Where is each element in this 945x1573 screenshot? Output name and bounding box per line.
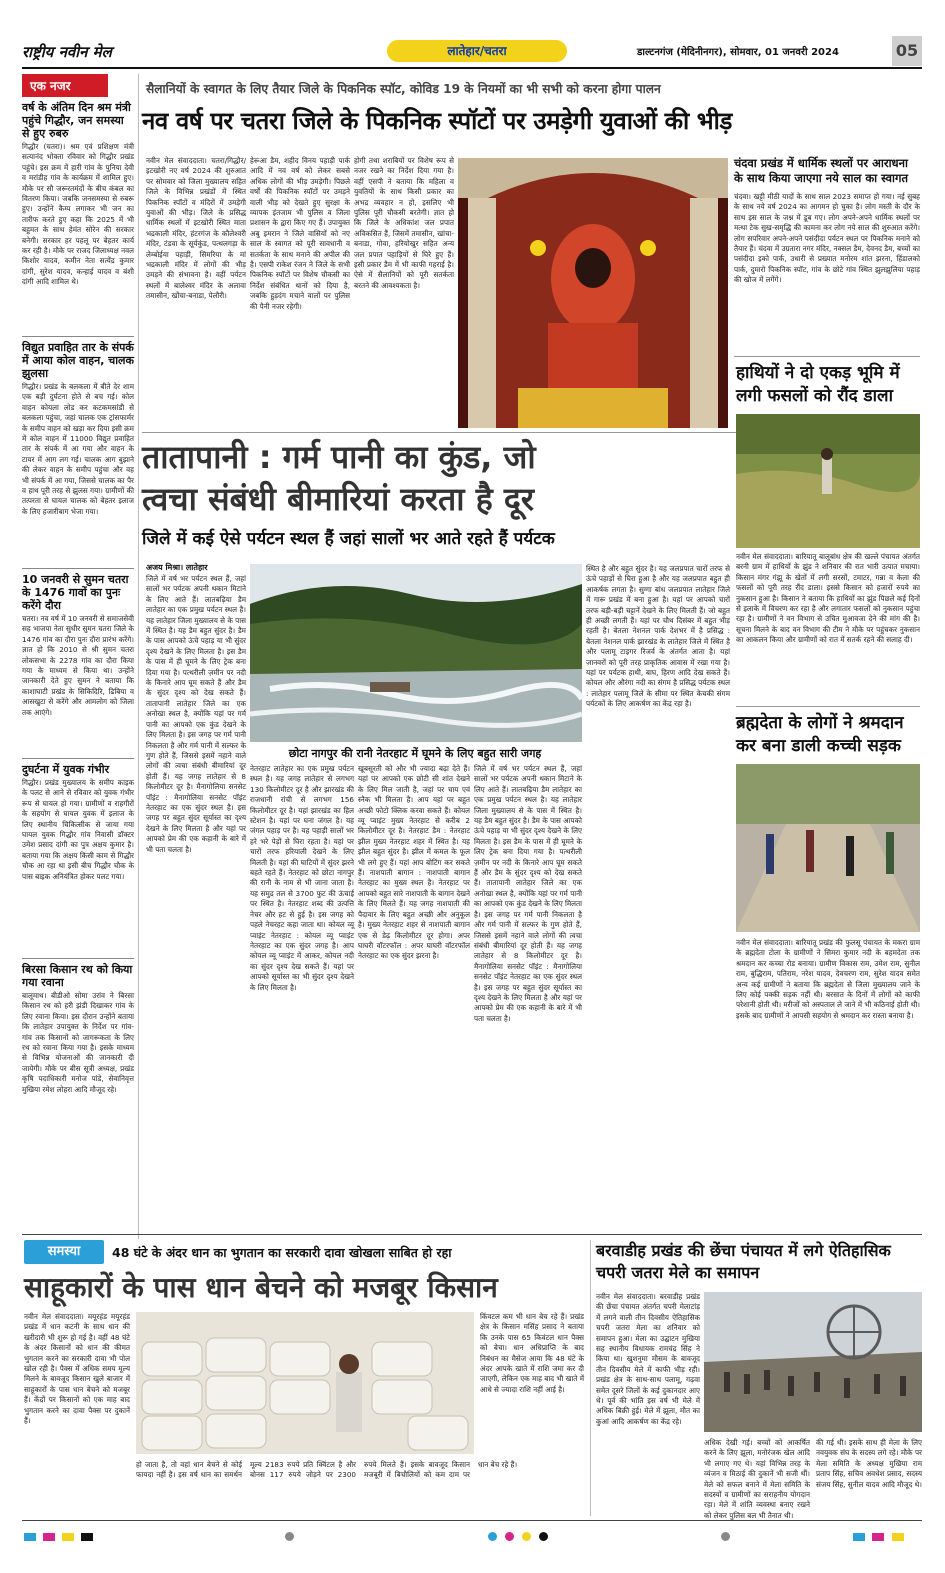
register-dot [488,1532,497,1541]
story1-headline: नव वर्ष पर चतरा जिले के पिकनिक स्पॉटों पर उमड़ेगी युवाओं की भीड़ [142,107,732,135]
story5-column: किंवटल कम भी धान बेच रहे हैं। प्रखंड क्षेत्र के किसान मसिंह प्रसाद ने बताया कि उनके पास 65 किवंटल धान पैक्स को बेचा। धान अधिप्राप्ति के बाद निबंधन का मैसेज आया कि 48 घंटे के अंदर आपके खाते में राशि जमा कर दी जाएगी, लेकिन एक माह बाद भी खाते में आधे से ज्यादा राशि नहीं आई है। [480,1312,584,1394]
crop-field-photo [736,414,920,548]
waterfall-photo [250,564,582,742]
color-swatch [62,1533,74,1541]
waterfall-illustration [250,564,582,742]
story5-column: हो जाता है, तो वहां धान बेचने से कोई फायदा नहीं है। इस वर्ष धान का समर्थन मूल्य 2183 रुपये प्रति क्विंटल है और बोनस 117 रुपये जोड़ने पर 2300 रुपये मिलते हैं। इसके बावजूद किसान मजबूरी में बिचौलियों को कम दाम पर धान बेच रहे हैं। [136,1460,518,1480]
masthead-rule [22,67,922,69]
story2-sub-caption: छोटा नागपुर की रानी नेतरहाट में घूमने के लिए बहुत सारी जगह [288,747,542,760]
story4-body: नवीन मेल संवाददाता। बारियातू प्रखंड की फुलसू पंचायत के मकरा ग्राम के ब्रह्मदेता टोला के ग्रामीणों ने सिमरा कुमार नदी के बहमदेता तक श्रमदान कर कच्चा रोड बनाया। ग्रामीण विकास राम, उमेश राम, सुनील राम, बुद्धिराम, पतिराम, नरेश यादव, देवचरण राम, सुरेश यादव समेत अन्य कई ग्रामीणों ने बताया कि ब्रह्मदेता से जिला मुख्यालय जाने के लिए कोई पक्की सड़क नहीं थी। बरसात के दिनों में लोगों को काफी परेशानी होती थी। मरीजों को अस्पताल ले जाने में भी कठिनाई होती थी। इसके बाद ग्रामीणों ने आपसी सहयोग से श्रमदान कर रास्ता बनाया है। [736,938,920,1020]
story1-side-body: चंदवा। खट्टी मीठी यादों के साथ साल 2023 समाप्त हो गया। नई सुबह के साथ नये वर्ष 2024 का आगमन हो चुका है। लोग मस्ती के दौर के साथ इस साल के जश्न में डूब गए। लोग अपने-अपने धार्मिक स्थलों पर मत्था टेक सुख-समृद्धि की कामना कर लोग नये साल की शुरुआत करेंगे। लोग सपरिवार अपने-अपने पसंदीदा पर्यटन स्थल पर पिकनिक मनाने को तैयार हैं। चंदवा में उग्रतारा नगर मंदिर, नक्सल डैम, देवनद डैम, बच्चों का पसंदीदा इको पार्क, उधारी से प्रख्यात मनोरम शांत झरना, हिंडालको पार्क, दुमारो पिकनिक स्पॉट, गांव के छोटे गांव स्थित झुलझुलिया पहाड़ की खोज में लगेंगे। [734,192,920,285]
fair-illustration [704,1292,922,1432]
sidebar-item [22,341,134,564]
story2-headline-line2: त्वचा संबंधी बीमारियां करता है दूर [142,480,534,518]
color-swatch [43,1533,55,1541]
story2-column: जिले में वर्ष भर पर्यटन स्थल हैं, जहां सालों भर पर्यटक अपनी थकान मिटाने के लिए आते हैं। लातबढ़िया डैम लातेहार का एक प्रमुख पर्यटन स्थल है। यह लातेहार जिला मुख्यालय से के पास में स्थित है। यह डैम बहुत सुंदर है। डैम के पास आपको ऊंचे पहाड़ या भी सुंदर दृश्य देखने के लिए मिलता है। इस डैम के पास में ही घूमने के लिए ट्रेक बना दिया गया है। पत्थरीली ज़मीन पर नदी के किनारे आप घूम सकते हैं और डैम के सुंदर दृश्य को देख सकते हैं। तातापानी लातेहार जिले का एक अनोखा स्थल है, क्योंकि यहां पर गर्म पानी का आपको एक कुंड देखने के लिए मिलता है। इस जगह पर गर्म पानी निकलता है और गर्म पानी में सल्फर के गुण होते हैं, जिससे इसमें नहाने वाले लोगों की त्वचा संबंधी बीमारियां दूर होती हैं। यह जगह लातेहार से 8 किलोमीटर दूर है। मैनागोलिया सनसेट पॉइंट : मैनागोलिया सनसेट पॉइंट नेतरहाट का एक सुंदर स्थल है। इस जगह पर बहुत सुंदर सूर्यास्त का दृश्य देखने के लिए मिलता है और यहां पर आपको प्रेम की एक कहानी के बारे में भी पता चलता है। [146,574,246,854]
story2-column: नेतरहाट लातेहार का एक प्रमुख पर्यटन स्थल है। यह जगह लातेहार से लगभग 130 किलोमीटर दूर है और झारखंड की राजधानी रांची से लगभग 156 किलोमीटर दूर है। यहां झारखंड का हिल स्टेशन है। यहां पर घना जंगल है। यह जंगल पहाड़ पर है। यह पहाड़ी सालों भर हरे भरे पेड़ों से घिरा रहता है। यहां पर चारों तरफ हरियाली देखने के लिए मिलती है। यहां की घाटियों में सुंदर झरने बहते रहते हैं। नेतरहाट को छोटा नागपुर की रानी के नाम से भी जाना जाता है। यह समुद्र तल से 3700 फुट की ऊंचाई पर स्थित है। नेतरहाट शब्द की उत्पत्ति नेचर और हट से हुई है। इस जगह को पहले नेचरहट कहा जाता था। कोयल व्यू प्वाइंट नेतरहाट : कोयल व्यू प्वाइंट नेतरहाट का एक सुंदर जगह है। आप कोयल व्यू प्वाइंट में आकर, कोयल नदी का सुंदर दृश्य देख सकते हैं। यहां पर आपको सूर्यास्त का भी सुंदर दृश्य देखने के लिए मिलता है। [250,764,354,992]
page-number: 05 [892,36,922,66]
register-dot [522,1532,531,1541]
color-swatch [24,1533,36,1541]
story2-column: खूबसूरती को और भी ज्यादा बढ़ा देते हैं। यहां पर आपको एक छोटी सी शांत देखने के लिए मिल जाती है, जहां पर चाय एवं स्नैक भी मिलता है। आप यहां पर बहुत अच्छी फोटो क्लिक करवा सकते हैं। कोयल व्यू प्वाइंट मुख्य नेतरहाट से करीब 2 किलोमीटर दूर है। नेतरहाट डैम : नेतरहाट झील मुख्य नेतरहाट शहर में स्थित है। यह झील बहुत सुंदर है। झील में कमल के फूल भी लगे हुए हैं। यहां आप बोटिंग कर सकते हैं। नाशपाती बागान : नाशपाती बागान नेतरहाट का मुख्य स्थल है। नेतरहाट पर आपको बहुत सारे नाशपाती के बागान देखने के लिए मिलते हैं। यह जगह नाशपाती की पैदावार के लिए बहुत अच्छी और अनुकूल है। मुख्य नेतरहाट शहर से नाशपाती बागान एक से डेढ़ किलोमीटर दूर होगा। अपर घाघरी वॉटरफॉल : अपर घाघरी वॉटरफॉल नेतरहाट का एक सुंदर झरना है। [358,764,470,961]
story1-kicker: सैलानियों के स्वागत के लिए तैयार जिले के पिकनिक स्पॉट, कोविड 19 के नियमों का भी सभी को करना होगा पालन [146,82,661,96]
sidebar-item [22,963,134,1141]
register-dot [539,1532,548,1541]
sidebar-item-body: चतरा। नव वर्ष में 10 जनवरी से समाजसेवी सह भाजपा नेता सुधीर सुमन चतरा जिले के 1476 गांव का दौरा पुनः दौरा प्रारंभ करेंगे। ज्ञात हो कि 2010 से श्री सुमन चतरा लोकसभा के 2278 गांव का दौरा किया गया के माध्यम से किया था। उन्होंने जानकारी देते हुए सुमन ने बताया कि काशाघाटी प्रखंड के सिकिदिरि, ढिबिया व आसखुटा से करेंगे और आमलोग को जिला तक आएंगे। [22,614,134,717]
story3-headline: हाथियों ने दो एकड़ भूमि में लगी फसलों को रौंद डाला [736,363,900,406]
story1-side-headline: चंदवा प्रखंड में धार्मिक स्थलों पर आराधना के साथ किया जाएगा नये साल का स्वागत [734,156,909,185]
register-dot [721,1532,730,1541]
story2-column: जिले में वर्ष भर पर्यटन स्थल हैं, जहां सालों भर पर्यटक अपनी थकान मिटाने के लिए आते हैं। लातबढ़िया डैम लातेहार का एक प्रमुख पर्यटन स्थल है। यह लातेहार जिला मुख्यालय से के पास में स्थित है। यह डैम बहुत सुंदर है। डैम के पास आपको ऊंचे पहाड़ या भी सुंदर दृश्य देखने के लिए मिलता है। इस डैम के पास में ही घूमने के लिए ट्रेक बना दिया गया है। पत्थरीली ज़मीन पर नदी के किनारे आप घूम सकते हैं और डैम के सुंदर दृश्य को देख सकते हैं। तातापानी लातेहार जिले का एक अनोखा स्थल है, क्योंकि यहां पर गर्म पानी का आपको एक कुंड देखने के लिए मिलता है। इस जगह पर गर्म पानी निकलता है और गर्म पानी में सल्फर के गुण होते हैं, जिससे इसमें नहाने वाले लोगों की त्वचा संबंधी बीमारियां दूर होती हैं। यह जगह लातेहार से 8 किलोमीटर दूर है। मैनागोलिया सनसेट पॉइंट : मैनागोलिया सनसेट पॉइंट नेतरहाट का एक सुंदर स्थल है। इस जगह पर बहुत सुंदर सूर्यास्त का दृश्य देखने के लिए मिलता है और यहां पर आपको प्रेम की एक कहानी के बारे में भी पता चलता है। [474,764,582,1023]
sidebar-item-body: गिद्धौर। प्रखंड के बलकला में बीते देर शाम एक बड़ी दुर्घटना होते से बच गई। कोल वाहन कोयला लोड कर कटकमसांडी से बलकला पहुंचा, जहां चालक एक ट्रांसफार्मर के समीप वाहन को खड़ा कर दिया इसी क्रम में कोल वाहन में 11000 विद्युत प्रवाहित तार के संपर्क में आ गया और वाहन के टायर में आग लग गई। चालक आग बुझाने की लेकर वाहन के समीप पहुंचा और वह भी संपर्क में आ गया, जिससे चालक का पैर व हाथ पूरी तरह से झुलस गया। ग्रामीणों की तत्परता से घायल चालक को बेहतर इलाज के लिए हजारीबाग भेजा गया। [22,382,134,516]
problem-label: समस्या [24,1240,104,1264]
paddy-sacks-photo [136,1312,474,1454]
masthead-paper-name: राष्ट्रीय नवीन मेल [22,43,112,61]
sidebar-item-body: बालूमाथ। बीडीओ सोमा उरांव ने बिरसा किसान रथ को हरी झंडी दिखाकर गांव के लिए रवाना किया। इस दौरान उन्होंने बताया कि लातेहार उपायुक्त के निर्देश पर गांव-गांव तक किसानों को जागरूकता के लिए रथ को रवाना किया गया है। इसके माध्यम से विभिन्न योजनाओं की जानकारी दी जायेगी। मौके पर बीस सूत्री अध्यक्ष, प्रखंड कृषि पदाधिकारी मनोज पांडे, सेवानिवृत्त मुखिया रमेश लोहरा आदि मौजूद रहे। [22,991,134,1094]
story3-body: नवीन मेल संवाददाता। बारियातू बालूबांध क्षेत्र की खल्ले पंचायत अंतर्गत बरनी ग्राम में हाथियों के झुंड ने शनिवार की रात भारी उत्पात मचाया। किसान मंगर गंझू के खेतों में लगी सरसों, टमाटर, गन्ना व केला की फसलों को पूरी तरह रौंद डाला। इससे किसान को हजारों रुपये का नुकसान हुआ है। किसान ने बताया कि हाथियों का झुंड पिछले कई दिनों से इलाके में विचरण कर रहा है और लगातार फसलों को नुकसान पहुंचा रहा है। ग्रामीणों ने वन विभाग से उचित मुआवजा देने की मांग की है। सूचना मिलने के बाद वन विभाग की टीम ने मौके पर पहुंचकर नुकसान का आकलन किया और ग्रामीणों को रात में सतर्क रहने की सलाह दी। [736,552,920,645]
sidebar-item-headline: दुघर्टना में युवक गंभीर [22,763,110,776]
story2-byline: अजय मिश्रा। लातेहार [146,563,208,572]
register-dot [505,1532,514,1541]
masthead-dateline: डाल्टनगंज (मेदिनीनगर), सोमवार, 01 जनवरी 2024 [637,47,839,58]
temple-illustration [458,158,728,428]
story6-column: नवीन मेल संवाददाता। बरवाडीह प्रखंड की छेंचा पंचायत अंतर्गत चपरी मेलाटांड़ में लगने वाली तीन दिवसीय ऐतिहासिक चपरी जतरा मेला का शनिवार को समापन हुआ। मेला का उद्घाटन मुखिया सह स्थानीय विधायक रामचंद्र सिंह ने किया था। खुशनुमा मौसम के बावजूद तीन दिवसीय मेले में काफी भीड़ रही। प्रखंड क्षेत्र के साथ-साथ पलामू, गढ़वा समेत दूसरे जिलों के कई दुकानदार आए थे। पूर्व की भांति इस वर्ष भी मेले में अधिक बिक्री हुई। मेले में झूला, मौत का कुआं आदि आकर्षण का केंद्र रहे। [596,1292,700,1426]
sidebar-item-body: गिद्धौर (चतरा)। श्रम एवं प्रशिक्षण मंत्री सत्यानंद भोक्ता रविवार को गिद्धौर प्रखंड पहुंचे। इस क्रम में हारी गांव के पुनिया देवी व मरांडीह गांव के कार्यक्रम में शामिल हुए। मौके पर सौ जरूरतमंदों के बीच कंबल का वितरण किया। जबकि जनसमस्या से रुबरू हुए। उन्होंने कैम्प लगाकर भी जन का तारीफ करते हुए कहा कि 2025 में भी बहुमत के साथ हेमंत सोरेन की सरकार बनेगी। सरकार हर पहलू पर बेहतर कार्य कर रही है। मौके पर राजद जिलाध्यक्ष नवल किशोर यादव, कमीन नेता सत्येंद्र कुमार दांगी, सुरेश यादव, कन्हाई यादव व बंशी दांगी आदि शामिल थे। [22,142,134,287]
sidebar-item-headline: बिरसा किसान रथ को किया गया रवाना [22,963,133,989]
color-swatch [81,1533,93,1541]
sidebar-item [22,101,134,332]
story6-column: अधिक देखी गई। बच्चों को आकर्षित करने के लिए झूला, मनोरंजक खेल आदि भी लगाए गए थे। यहां विभिन्न तरह के व्यंजन व मिठाई की दुकानें भी सजी थीं। मेले को सफल बनाने में मेला समिति के सदस्यों व ग्रामीणों का सराहनीय योगदान रहा। मेले में शांति व्यवस्था बनाए रखने को लेकर पुलिस बल भी तैनात थी। [704,1438,810,1520]
color-swatch [853,1533,865,1541]
story1-column: नवीन मेल संवाददाता। चतरा/गिद्धौर/इटखोरी नए वर्ष 2024 की शुरुआत पर सोमवार को जिला मुख्यालय सहित जिले के विभिन्न प्रखंडों में स्थित पिकनिक स्पॉटों व मंदिरों में उमड़ेगी युवाओं की भीड़। जिले के प्रसिद्ध धार्मिक स्थलों में इटखोरी स्थित माता भद्रकाली मंदिर, हंटरगंज के कौलेश्वरी मंदिर, टंडवा के सूर्यकुंड, पत्थलगड़ा के लेम्बोईया पहाड़ी, सिमरिया के मां भद्रकाली मंदिर में लोगों की भीड़ उमड़ने की संभावना है। वहीं पर्यटन स्थलों में बालेश्वर मंदिर के अलावा तमासीन, खोंचा-बनाडा, पेलौरी। [146,156,246,301]
story2-column: स्थित है और बहुत सुंदर है। यह जलप्रपात चारों तरफ से ऊंचे पहाड़ों से घिरा हुआ है और यह जलप्रपात बहुत ही आकर्षक लगता है। सुग्गा बांध जलप्रपात लातेहार जिले में गारू प्रखंड में बना हुआ है। यहां पर आपको चारों तरफ बड़ी-बड़ी चट्टानें देखने के लिए मिलती हैं। जो बहुत ही अच्छी लगती हैं। यहां पर चौथ दिसंबर में बहुत भीड़ रहती है। बेतला नेशनल पार्क देशभर में है प्रसिद्ध : बेतला नेशनल पार्क झारखंड के लातेहार जिले में स्थित है और पलामू टाइगर रिजर्व के अंतर्गत आता है। यहां जानवरों को पूरी तरह प्राकृतिक आवास में रखा गया है। यहां पर पर्यटक हाथी, बाघ, हिरण आदि देख सकते हैं। कोयल और औरंगा नदी का संगम है प्रसिद्ध पर्यटक स्थल : लातेहार पलामू जिले के सीमा पर स्थित केचकी संगम पर्यटकों के लिए आकर्षण का केंद्र रहा है। [586,564,730,709]
story2-headline [142,436,732,520]
story4-headline: ब्रह्मदेता के लोगों ने श्रमदान कर बना डाली कच्ची सड़क [736,713,904,756]
color-swatch [892,1533,904,1541]
story5-kicker: 48 घंटे के अंदर धान का भुगतान का सरकारी दावा खोखला साबित हो रहा [112,1245,452,1260]
road-illustration [736,764,920,932]
field-illustration [736,414,920,548]
masthead [22,36,922,70]
story6-column: की गई थी। इसके साथ ही मेला के लिए नवयुवक संघ के सदस्य लगे रहे। मौके पर मेला समिति के अध्यक्ष मुखिया राम प्रताप सिंह, सचिव अवधेश प्रसाद, सदस्य संजय सिंह, सुनील यादव आदि मौजूद थे। [816,1438,922,1489]
sidebar-item-headline: 10 जनवरी से सुमन चतरा के 1476 गावों का पुनः करेंगे दौरा [22,573,129,612]
story2-headline-line1: तातापानी : गर्म पानी का कुंड, जो [142,438,536,476]
fair-photo [704,1292,922,1432]
masthead-section-badge [387,40,567,62]
story6-headline: बरवाडीह प्रखंड की छेंचा पंचायत में लगे ऐतिहासिक चपरी जतरा मेले का समापन [596,1241,891,1282]
sacks-illustration [136,1312,474,1454]
story1-column: होगी तथा शराबियों पर विशेष रूप से नजर रखने का निर्देश दिया गया है। वहीं एसपी ने बताया कि महिला व युवतियों के साथ किसी प्रकार का अभद्र व्यवहार न हो, इसलिए भी पुलिस पूरी चौकसी बरतेगी। ज्ञात हो कि जिले के अधिकांश जल प्रपात अविकसित हैं, जिसमें तमासीन, खांचा-बनाडा, गोवा, हरियोखुर सहित अन्य जल प्रपात पहाड़ियों से घिरे हुए हैं। इसी प्रकार डैम में भी काफी गहराई है। ऐसे में सैलानियों को पूरी सतर्कता बरतने की आवश्यकता है। [354,156,454,290]
sidebar-item [22,573,134,754]
story1-column: हेरूआ डैम, शहीद विनय पहाड़ी पार्क आदि में नव वर्ष को लेकर सबसे अधिक लोगों की भीड़ उमड़ेगी। पिछले वर्षों की पिकनिक स्पॉटों पर उमड़ने वाली भीड़ को देखते हुए सुरक्षा के व्यापक इंतजाम भी पुलिस व जिला प्रशासन के द्वारा किए गए हैं। उपायुक्त अबु इमरान ने जिले वासियों को नए साल के स्वागत को पूरी सावधानी व सतर्कता के साथ मनाने की अपील की है। एसपी राकेश रंजन ने जिले के सभी पिकनिक स्पॉटों पर विशेष चौकसी का निर्देश संबंधित थानों को दिया है, जबकि हुड़दंग मचाने वालों पर पुलिस की पैनी नजर रहेगी। [250,156,350,311]
sidebar-item-headline: विद्युत प्रवाहित तार के संपर्क में आया कोल वाहन, चालक झुलसा [22,341,134,380]
story5-headline: साहूकारों के पास धान बेचने को मजबूर किसान [24,1271,498,1304]
sidebar-label: एक नजर [22,74,108,97]
sidebar [22,74,134,1242]
register-dot [285,1532,294,1541]
story2-kicker: जिले में कई ऐसे पर्यटन स्थल हैं जहां सालों भर आते रहते हैं पर्यटक [142,529,555,549]
footer-color-bar [24,1526,920,1538]
road-work-photo [736,764,920,932]
sidebar-item-body: गिद्धौर। प्रखंड मुख्यालय के समीप काइक के पलट से आने से रविवार को युवक गंभीर रूप से घायल हो गया। ग्रामीणों व राहगीरों के सहयोग से घायल युवक में इलाज के लिए स्थानीय चिकित्सीक से जाया गया घायल युवक गिद्धौर गांव निवासी डॉक्टर उमेश प्रसाद दांगी का पुत्र अक्षय कुमार है। बताया गया कि अक्षय किसी काम से गिद्धौर चौक आ रहा था इसी बीच गिद्धौर चौक के पास बाइक अनियंत्रित होकर पलट गया। [22,778,134,881]
story5-column: नवीन मेल संवाददाता। मयूरहंड मयूरहंड प्रखंड में धान कटनी के साथ धान की खरीदारी भी शुरू हो गई है। वहीं 48 घंटे के अंदर किसानों को धान की कीमत भुगतान करने का सरकारी दावा भी पोल खोल रही है। पैक्स में अधिक समय मूल्य मिलने के बावजूद किसान खुले बाजार में साहूकारों के पास धान बेचने को मजबूर हैं। केंद्रों पर किसानों को एक माह बाद भुगतान करने का दावा पैक्स पर दुकानें हैं। [24,1312,130,1426]
sidebar-item [22,763,134,954]
color-swatch [872,1533,884,1541]
temple-photo [458,158,728,428]
masthead-section-label: लातेहार/चतरा [447,44,507,58]
sidebar-item-headline: वर्ष के अंतिम दिन श्रम मंत्री पहुंचे गिद्धौर, जन समस्या से हुए रुबरु [22,101,131,140]
